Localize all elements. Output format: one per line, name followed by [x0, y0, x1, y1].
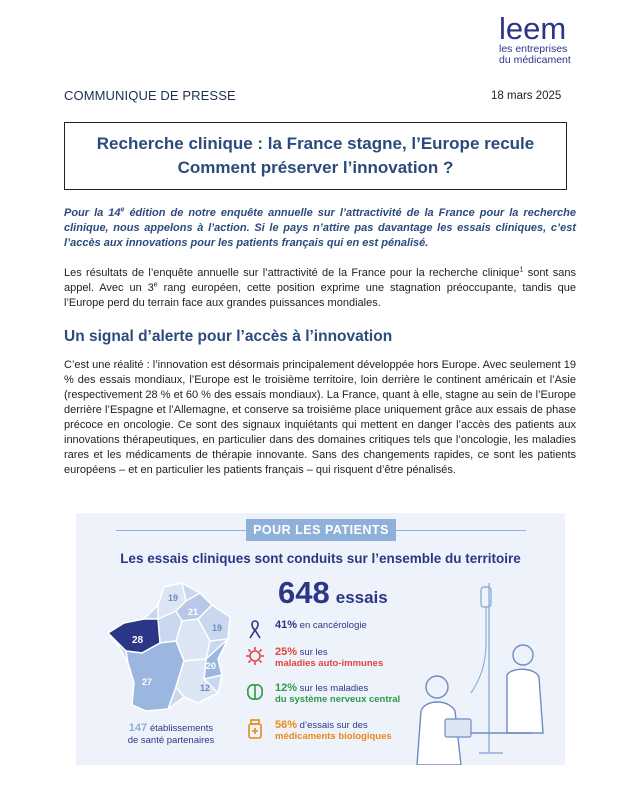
ribbon-icon [244, 618, 266, 640]
establishments-label-1: établissements [149, 723, 214, 734]
intro-text-b: édition de notre enquête annuelle sur l’attractivité de la France pour la recherche clinique, nous appelons à l’action. Si le pays n’attire pas davantage les essais cliniques, c’est l’accès aux innovations pour les patients français qui en est pénalisé. [64, 207, 577, 249]
stat-oncology-text [275, 620, 425, 631]
intro-paragraph [64, 206, 576, 251]
alert-paragraph: C’est une réalité : l’innovation est désormais principalement développée hors Europe. Avec seulement 19 % des essais mondiaux, l’Europe est le troisième territoire, loin derrière le continent américain et l’Asie (respectivement 28 % et 60 % des essais mondiaux). La France, quant à elle, stagne au sein de l’Europe derrière l’Espagne et l’Allemagne, et conserve sa troisième place uniquement grâce aux essais de phase précoce en oncologie. Ce sont des signaux inquiétants qui mettent en danger l’accès des patients aux innovations thérapeutiques, en particulier dans des domaines critiques tels que l’oncologie, les maladies rares et les médicaments de thérapie innovante. Sans des changements rapides, ce sont les patients européens – et en particulier les patients français – qui risquent d’être pénalisés. [64, 359, 576, 476]
patients-infographic [76, 513, 565, 765]
logo-line-1: les entreprises [499, 43, 568, 55]
stat-biologics-value: 56% [275, 719, 298, 731]
intro-text-a: Pour la 14 [64, 207, 121, 219]
patient-illustration [411, 583, 561, 765]
section-heading: Un signal d’alerte pour l’accès à l’innovation [64, 328, 393, 345]
stat-nervous-system-text [275, 683, 425, 705]
stat-nervous-system-label-2: du système nerveux central [275, 694, 401, 705]
footnote-ref[interactable]: 1 [519, 266, 524, 274]
stat-autoimmune-text [275, 647, 425, 669]
banner-line-right [396, 530, 526, 531]
map-label-paris: 21 [188, 607, 199, 617]
stat-biologics-text [275, 720, 425, 742]
rank-sup: e [153, 281, 158, 289]
map-label-east: 19 [212, 623, 223, 633]
medicine-icon [244, 718, 266, 740]
map-label-north: 19 [168, 593, 179, 603]
leem-logo [499, 11, 589, 66]
establishments-label-2: de santé partenaires [127, 735, 215, 746]
results-text-a: Les résultats de l’enquête annuelle sur l’attractivité de la France pour la recherche clinique [64, 267, 520, 279]
press-date: 18 mars 2025 [491, 90, 562, 102]
stat-autoimmune-value: 25% [275, 646, 298, 658]
total-trials [278, 575, 388, 611]
stat-nervous-system-label-1: sur les maladies [299, 683, 369, 694]
stat-oncology-label: en cancérologie [299, 620, 367, 631]
document-type: COMMUNIQUE DE PRESSE [64, 88, 236, 103]
results-text-c: rang européen, cette position exprime une stagnation préoccupante, tandis que l’Europe perd du terrain face aux grandes puissances mondiales. [64, 282, 576, 309]
map-label-southwest: 27 [142, 677, 153, 687]
logo-word: leem [499, 11, 567, 46]
title-box [64, 122, 567, 190]
establishments-number: 147 [128, 722, 148, 734]
brain-icon [244, 681, 266, 703]
total-unit: essais [335, 588, 388, 607]
france-map [102, 579, 242, 719]
partner-establishments [106, 722, 236, 747]
title-line-1: Recherche clinique : la France stagne, l’Europe recule [96, 134, 535, 153]
map-label-west: 28 [132, 635, 144, 646]
results-paragraph [64, 266, 576, 311]
stat-nervous-system-value: 12% [275, 682, 298, 694]
intro-sup: e [120, 206, 125, 214]
results-text-b: sont sans appel. Avec un 3 [64, 267, 577, 294]
stat-autoimmune-label-2: maladies auto-immunes [275, 658, 384, 669]
stat-autoimmune-label-1: sur les [299, 647, 328, 658]
total-number: 648 [278, 575, 330, 610]
stat-biologics-label-2: médicaments biologiques [275, 731, 392, 742]
banner-line-left [116, 530, 246, 531]
stat-biologics-label-1: d’essais sur des [299, 720, 368, 731]
logo-line-2: du médicament [499, 54, 571, 66]
stat-oncology-value: 41% [275, 619, 298, 631]
title-line-2: Comment préserver l’innovation ? [177, 158, 454, 177]
map-label-south: 12 [200, 683, 211, 693]
infographic-banner: POUR LES PATIENTS [246, 519, 396, 541]
infographic-title: Les essais cliniques sont conduits sur l’ensemble du territoire [120, 551, 521, 566]
map-label-southeast: 20 [206, 661, 217, 671]
virus-icon [244, 645, 266, 667]
